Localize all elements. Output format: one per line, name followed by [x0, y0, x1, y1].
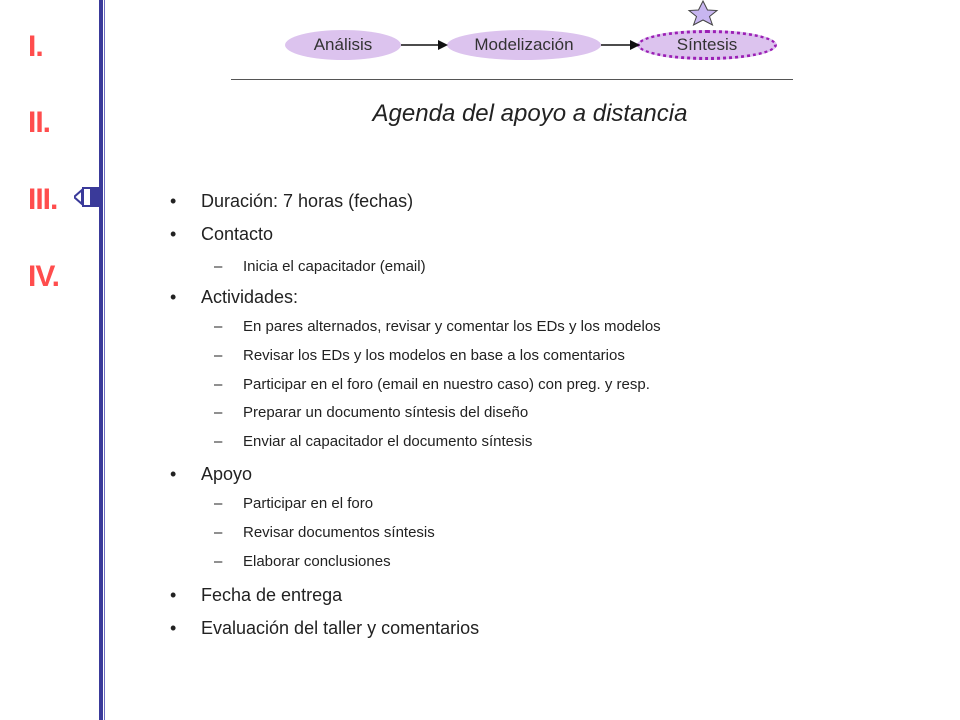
dash-icon: – — [214, 318, 223, 335]
flow-step-sintesis[interactable]: Síntesis — [637, 30, 777, 60]
list-item-text: Participar en el foro — [243, 495, 374, 512]
dash-icon: – — [214, 404, 223, 421]
section-number-1[interactable]: I. — [28, 30, 43, 63]
dash-icon: – — [214, 376, 223, 393]
bullet-icon: • — [170, 287, 177, 307]
dash-icon: – — [214, 553, 223, 570]
star-icon — [684, 0, 722, 26]
list-item-text: Revisar documentos síntesis — [243, 524, 435, 541]
list-item-text: Inicia el capacitador (email) — [243, 258, 426, 275]
flow-step-modelizacion[interactable]: Modelización — [447, 30, 601, 60]
list-item-text: Actividades: — [201, 287, 299, 307]
dash-icon: – — [214, 258, 223, 275]
list-item-text: En pares alternados, revisar y comentar los EDs y los modelos — [243, 318, 661, 335]
flow-arrow-2-icon — [600, 38, 642, 52]
list-item-text: Revisar los EDs y los modelos en base a los comentarios — [243, 347, 625, 364]
list-item-text: Duración: 7 horas (fechas) — [201, 191, 414, 211]
dash-icon: – — [214, 524, 223, 541]
bullet-icon: • — [170, 464, 177, 484]
flow-step-analisis[interactable]: Análisis — [285, 30, 401, 60]
list-item-text: Enviar al capacitador el documento síntesis — [243, 433, 533, 450]
list-item-text: Evaluación del taller y comentarios — [201, 618, 480, 638]
header-rule — [231, 79, 793, 80]
bullet-icon: • — [170, 618, 177, 638]
list-item-text: Participar en el foro (email en nuestro caso) con preg. y resp. — [243, 376, 650, 393]
page-title: Agenda del apoyo a distancia — [372, 100, 688, 127]
dash-icon: – — [214, 433, 223, 450]
section-number-3[interactable]: III. — [28, 183, 58, 216]
bullet-icon: • — [170, 224, 177, 244]
bullet-icon: • — [170, 191, 177, 211]
section-number-2[interactable]: II. — [28, 106, 51, 139]
current-section-arrow-icon — [74, 184, 104, 210]
bullet-icon: • — [170, 585, 177, 605]
list-item-text: Elaborar conclusiones — [243, 553, 391, 570]
list-item-text: Preparar un documento síntesis del diseño — [243, 404, 529, 421]
flow-arrow-1-icon — [400, 38, 450, 52]
list-item-text: Apoyo — [201, 464, 253, 484]
list-item-text: Fecha de entrega — [201, 585, 343, 605]
dash-icon: – — [214, 495, 223, 512]
dash-icon: – — [214, 347, 223, 364]
section-number-4[interactable]: IV. — [28, 260, 59, 293]
list-item-text: Contacto — [201, 224, 274, 244]
